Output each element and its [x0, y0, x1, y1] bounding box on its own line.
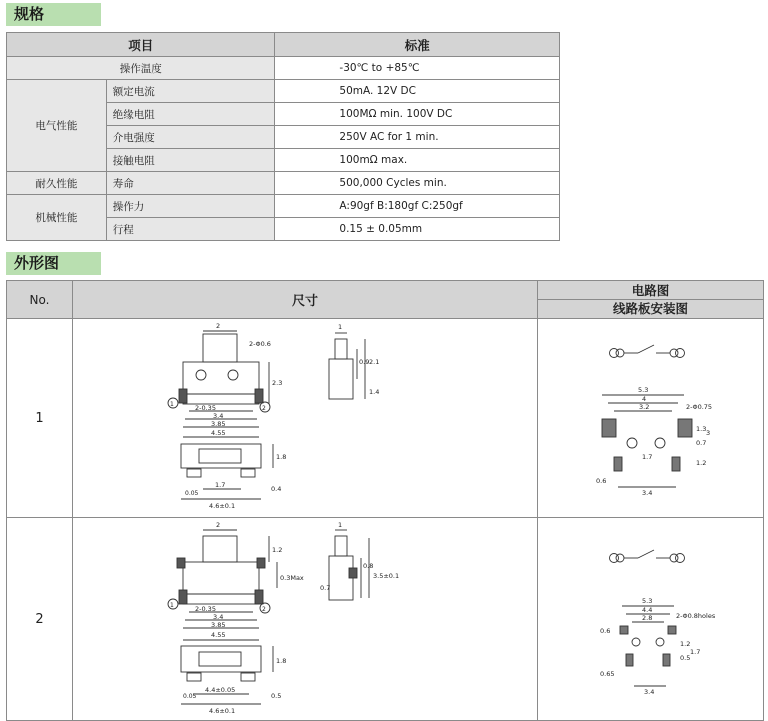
outline-row-number: 1 [7, 319, 73, 518]
outline-row-number: 2 [7, 518, 73, 721]
spec-table [6, 32, 560, 241]
pin-label: 2 [262, 405, 266, 412]
outline-table [6, 280, 764, 721]
pin-label: 1 [170, 602, 174, 609]
dim-label: 0.65 [600, 670, 615, 678]
pin-label: 2 [262, 606, 266, 613]
dim-label: 1.2 [696, 459, 707, 467]
dimension-drawing-cell [73, 319, 538, 518]
dim-label: 2.8 [642, 614, 653, 622]
spec-item: 操作温度 [7, 57, 275, 80]
spec-item: 操作力 [106, 195, 275, 218]
dim-label: 0.7 [696, 439, 707, 447]
outline-header-size: 尺寸 [73, 281, 538, 319]
dim-label: 3.4 [213, 613, 224, 621]
spec-value: 500,000 Cycles min. [275, 172, 560, 195]
dimension-drawing [73, 518, 537, 717]
spec-value: A:90gf B:180gf C:250gf [275, 195, 560, 218]
dim-label: 3.5±0.1 [373, 572, 400, 580]
dim-label: 0.5 [680, 654, 691, 662]
dim-label: 2-Φ0.6 [249, 340, 271, 348]
dim-label: 3.4 [642, 489, 653, 497]
dim-label: 0.5 [271, 692, 282, 700]
dim-label: 3.4 [644, 688, 655, 696]
spec-value: 50mA. 12V DC [275, 80, 560, 103]
spec-row [7, 172, 560, 195]
spec-row [7, 195, 560, 218]
dimension-drawing [73, 319, 537, 514]
dim-label: 2 [216, 521, 221, 529]
outline-header-circuit [538, 281, 764, 319]
dim-label: 0.9 [359, 358, 370, 366]
dim-label: 2-Φ0.75 [686, 403, 713, 411]
dim-label: 5.3 [642, 597, 653, 605]
dim-label: 0.8 [363, 562, 374, 570]
switch-symbol [610, 345, 685, 358]
pcb-drawing [538, 518, 763, 717]
dim-label: 0.6 [600, 627, 611, 635]
outline-header-row [7, 281, 764, 319]
dim-label: 2-Φ0.8holes [676, 612, 716, 620]
dim-label: 4.6±0.1 [209, 502, 236, 510]
spec-value: 100MΩ min. 100V DC [275, 103, 560, 126]
spec-item: 额定电流 [106, 80, 275, 103]
pcb-drawing-cell [538, 518, 764, 721]
outline-section-title: 外形图 [6, 252, 101, 275]
dim-label: 5.3 [638, 386, 649, 394]
dim-label: 3.85 [211, 420, 226, 428]
spec-group: 电气性能 [7, 80, 107, 172]
dim-label: 1 [338, 521, 343, 529]
spec-item: 介电强度 [106, 126, 275, 149]
dim-label: 3.85 [211, 621, 226, 629]
dim-label: 4.4 [642, 606, 653, 614]
spec-value: 100mΩ max. [275, 149, 560, 172]
spec-item: 接触电阻 [106, 149, 275, 172]
spec-section-title: 规格 [6, 3, 101, 26]
dim-label: 1.3 [696, 425, 707, 433]
switch-symbol [610, 550, 685, 563]
spec-item: 绝缘电阻 [106, 103, 275, 126]
dim-label: 2.3 [272, 379, 283, 387]
spec-value: -30℃ to +85℃ [275, 57, 560, 80]
spec-value: 0.15 ± 0.05mm [275, 218, 560, 241]
dim-label: 0.3Max [280, 574, 304, 582]
dim-label: 4.55 [211, 429, 226, 437]
dim-label: 1.2 [680, 640, 691, 648]
dim-label: 0.05 [185, 490, 199, 497]
spec-header-standard: 标准 [275, 33, 560, 57]
pin-label: 1 [170, 401, 174, 408]
spec-header-row [7, 33, 560, 57]
spec-item: 行程 [106, 218, 275, 241]
dim-label: 3.4 [213, 412, 224, 420]
spec-row [7, 57, 560, 80]
dim-label: 1.8 [276, 453, 287, 461]
outline-header-no: No. [7, 281, 73, 319]
pcb-layout-label: 线路板安装图 [538, 299, 763, 317]
dim-label: 1.7 [215, 481, 226, 489]
pcb-drawing-cell [538, 319, 764, 518]
dim-label: 1.8 [276, 657, 287, 665]
dim-label: 4.6±0.1 [209, 707, 236, 715]
circuit-diagram-label: 电路图 [631, 283, 670, 298]
dim-label: 0.6 [596, 477, 607, 485]
dim-label: 0.05 [183, 693, 197, 700]
spec-group: 耐久性能 [7, 172, 107, 195]
spec-value: 250V AC for 1 min. [275, 126, 560, 149]
dim-label: 2-0.35 [195, 605, 216, 613]
side-view [329, 333, 365, 399]
dim-label: 1 [338, 323, 343, 331]
pcb-drawing [538, 319, 763, 514]
outline-row [7, 319, 764, 518]
dim-label: 3.2 [639, 403, 650, 411]
dim-label: 2.1 [369, 358, 380, 366]
dim-label: 0.4 [271, 485, 282, 493]
dim-label: 2 [216, 322, 221, 330]
dim-label: 1.4 [369, 388, 380, 396]
dim-label: 0.7 [320, 584, 331, 592]
dimension-drawing-cell [73, 518, 538, 721]
dim-label: 3 [706, 429, 711, 437]
dim-label: 1.7 [642, 453, 653, 461]
dim-label: 1.2 [272, 546, 283, 554]
dim-label: 4.55 [211, 631, 226, 639]
spec-group: 机械性能 [7, 195, 107, 241]
dim-label: 2-0.35 [195, 404, 216, 412]
spec-header-item: 项目 [7, 33, 275, 57]
spec-row [7, 80, 560, 103]
dim-label: 4.4±0.05 [205, 686, 236, 694]
spec-item: 寿命 [106, 172, 275, 195]
dim-label: 4 [642, 395, 647, 403]
dim-label: 1.7 [690, 648, 701, 656]
outline-row [7, 518, 764, 721]
